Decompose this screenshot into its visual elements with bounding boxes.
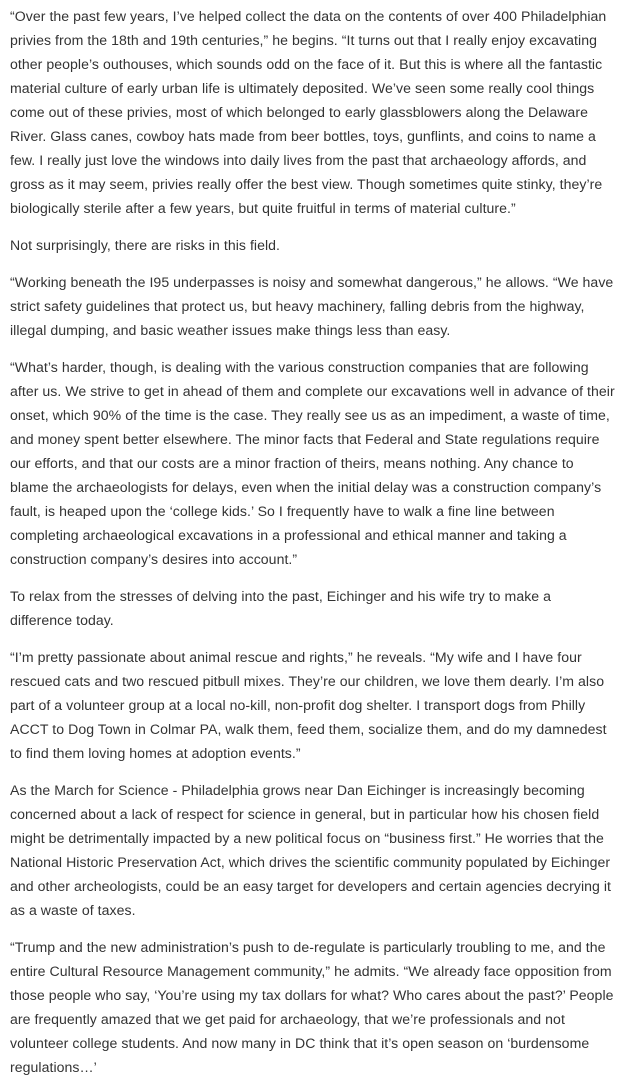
paragraph-risks: Not surprisingly, there are risks in this field. [10,237,281,253]
article-body [10,4,616,1092]
paragraph-underpasses-quote: “Working beneath the I95 underpasses is noisy and somewhat dangerous,” he allows. “We have strict safety guidelines that protect us, but heavy machinery, falling debris from the highway, illegal dumping, and basic weather issues make things less than easy. [10,274,614,338]
paragraph-relax: To relax from the stresses of delving into the past, Eichinger and his wife try to make a difference today. [10,588,552,628]
paragraph-animal-rescue-quote: “I’m pretty passionate about animal rescue and rights,” he reveals. “My wife and I have four rescued cats and two rescued pitbull mixes. They’re our children, we love them dearly. I’m also part of a volunteer group at a local no-kill, non-profit dog shelter. I transport dogs from Philly ACCT to Dog Town in Colmar PA, walk them, feed them, socialize them, and do my damnedest to find them loving homes at adoption events.” [10,649,607,761]
paragraph-construction-quote: “What’s harder, though, is dealing with the various construction companies that are following after us. We strive to get in ahead of them and complete our excavations well in advance of their onset, which 90% of the time is the case. They really see us as an impediment, a waste of time, and money spent better elsewhere. The minor facts that Federal and State regulations require our efforts, and that our costs are a minor fraction of theirs, means nothing. Any chance to blame the archaeologists for delays, even when the initial delay was a construction company’s fault, is heaped upon the ‘college kids.’ So I frequently have to walk a fine line between completing archaeological excavations in a professional and ethical manner and taking a construction company’s desires into account.” [10,359,615,567]
paragraph-march-for-science: As the March for Science - Philadelphia grows near Dan Eichinger is increasingly becoming concerned about a lack of respect for science in general, but in particular how his chosen field might be detrimentally impacted by a new political focus on “business first.” He worries that the National Historic Preservation Act, which drives the scientific community populated by Eichinger and other archeologists, could be an easy target for developers and certain agencies decrying it as a waste of taxes. [10,782,612,918]
paragraph-privies-quote: “Over the past few years, I’ve helped collect the data on the contents of over 400 Philadelphian privies from the 18th and 19th centuries,” he begins. “It turns out that I really enjoy excavating other people’s outhouses, which sounds odd on the face of it. But this is where all the fantastic material culture of early urban life is ultimately deposited. We’ve seen some really cool things come out of these privies, most of which belonged to early glassblowers along the Delaware River. Glass canes, cowboy hats made from beer bottles, toys, gunflints, and coins to name a few. I really just love the windows into daily lives from the past that archaeology affords, and gross as it may seem, privies really offer the best view. Though sometimes quite stinky, they’re biologically sterile after a few years, but quite fruitful in terms of material culture.” [10,8,607,216]
paragraph-deregulation-quote: “Trump and the new administration’s push to de-regulate is particularly troubling to me, and the entire Cultural Resource Management community,” he admits. “We already face opposition from those people who say, ‘You’re using my tax dollars for what? Who cares about the past?’ People are frequently amazed that we get paid for archaeology, that we’re professionals and not volunteer college students. And now many in DC think that it’s open season on ‘burdensome regulations…’ [10,939,614,1075]
